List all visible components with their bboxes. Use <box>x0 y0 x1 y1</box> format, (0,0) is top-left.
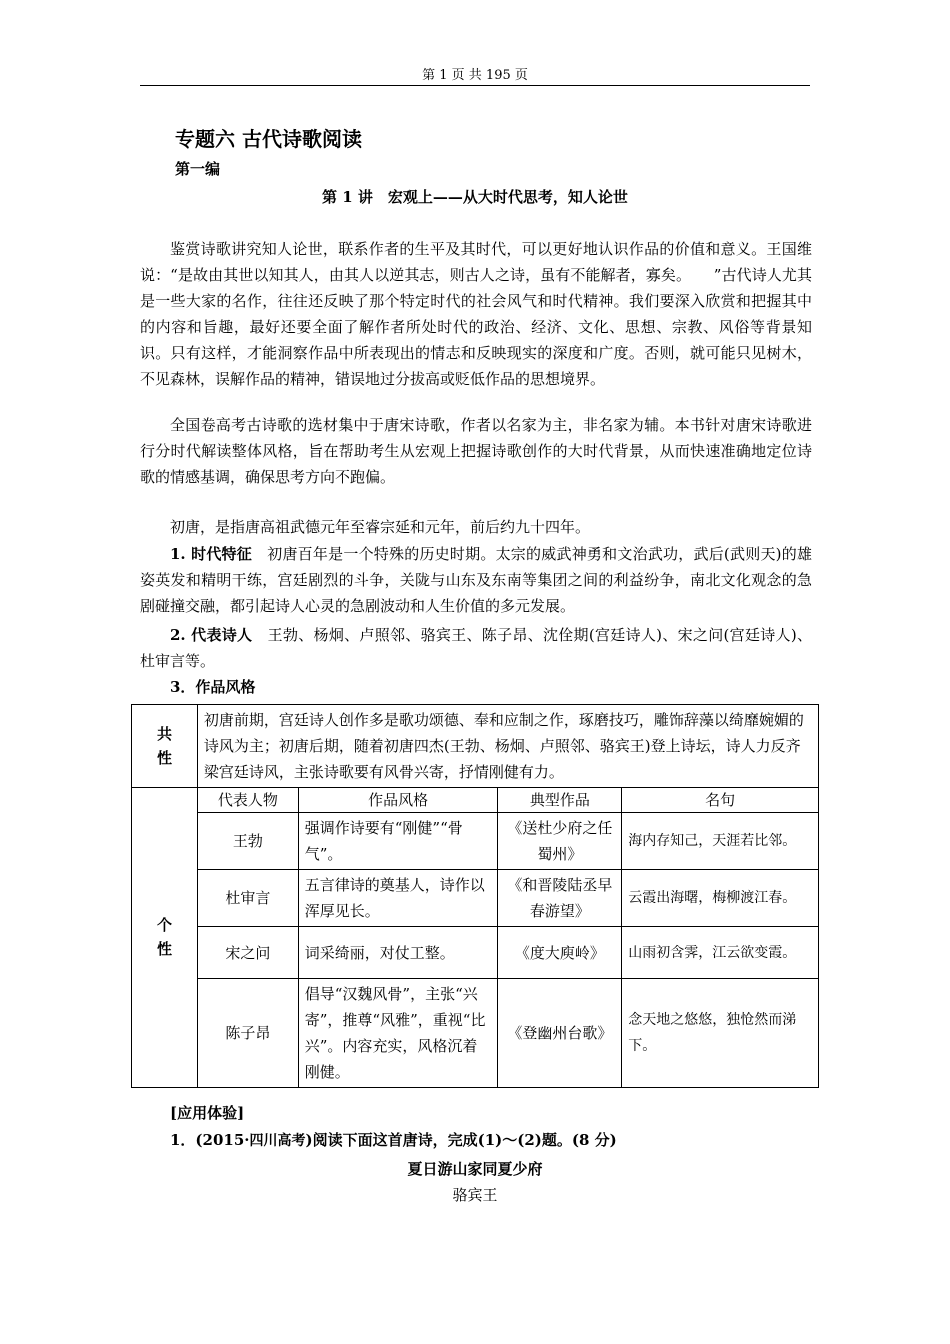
poets-paragraph <box>140 622 812 674</box>
poets-text: 王勃、杨炯、卢照邻、骆宾王、陈子昂、沈佺期(宫廷诗人)、宋之问(宫廷诗人)、杜审言等。 <box>140 626 812 670</box>
part-heading: 第一编 <box>175 160 221 178</box>
page-indicator: 第 1 页 共 195 页 <box>422 68 528 83</box>
era-feature-text: 初唐百年是一个特殊的历史时期。太宗的威武神勇和文治武功，武后(武则天)的雄姿英发和精明干练，宫廷剧烈的斗争，关陇与山东及东南等集团之间的利益纷争，南北文化观念的急剧碰撞交融，都引起诗人心灵的急剧波动和人生价值的多元发展。 <box>140 545 812 615</box>
individual-label: 个性 <box>132 788 198 1088</box>
work-cell: 《度大庾岭》 <box>498 927 622 979</box>
style-heading: 3．作品风格 <box>170 678 256 696</box>
table-row <box>132 870 819 927</box>
style-cell: 倡导“汉魏风骨”，主张“兴寄”，推尊“风雅”，重视“比兴”。内容充实，风格沉着刚健。 <box>298 979 498 1088</box>
question-source: 四川高考 <box>249 1133 306 1149</box>
style-table <box>131 704 819 1088</box>
era-feature-paragraph <box>140 541 812 619</box>
common-text: 初唐前期，宫廷诗人创作多是歌功颂德、奉和应制之作，琢磨技巧，雕饰辞藻以绮靡婉媚的诗风为主；初唐后期，随着初唐四杰(王勃、杨炯、卢照邻、骆宾王)登上诗坛，诗人力反齐梁宫廷诗风，主张诗歌要有风骨兴寄，抒情刚健有力。 <box>197 705 818 788</box>
table-row <box>132 927 819 979</box>
common-row <box>132 705 819 788</box>
line-cell: 山雨初含霁，江云欲变霞。 <box>622 927 819 979</box>
poet-cell: 王勃 <box>197 813 298 870</box>
intro-paragraph-2: 全国卷高考古诗歌的选材集中于唐宋诗歌，作者以名家为主，非名家为辅。本书针对唐宋诗歌进行分时代解读整体风格，旨在帮助考生从宏观上把握诗歌创作的大时代背景，从而快速准确地定位诗歌的情感基调，确保思考方向不跑偏。 <box>140 416 812 486</box>
poets-label: 2. 代表诗人 <box>170 626 253 644</box>
header-poet: 代表人物 <box>197 788 298 813</box>
table-header-row <box>132 788 819 813</box>
style-cell: 五言律诗的奠基人，诗作以浑厚见长。 <box>298 870 498 927</box>
table-row <box>132 813 819 870</box>
question-1: 1．(2015·四川高考)阅读下面这首唐诗，完成(1)～(2)题。(8 分) <box>170 1131 617 1149</box>
header-work: 典型作品 <box>498 788 622 813</box>
intro-paragraph-1: 鉴赏诗歌讲究知人论世，联系作者的生平及其时代，可以更好地认识作品的价值和意义。王国维说：“是故由其世以知其人，由其人以逆其志，则古人之诗，虽有不能解者，寡矣。 ”古代诗人尤其是一些大家的名作，往往还反映了那个特定时代的社会风气和时代精神。我们要深入欣赏和把握其中的内容和旨趣，最好还要全面了解作者所处时代的政治、经济、文化、思想、宗教、风俗等背景知识。只有这样，才能洞察作品中所表现出的情志和反映现实的深度和广度。否则，就可能只见树木，不见森林，误解作品的精神，错误地过分拔高或贬低作品的思想境界。 <box>140 240 812 388</box>
work-cell: 《和晋陵陆丞早春游望》 <box>498 870 622 927</box>
header-style: 作品风格 <box>298 788 498 813</box>
poet-cell: 宋之问 <box>197 927 298 979</box>
header-divider <box>140 85 810 86</box>
line-cell: 海内存知己，天涯若比邻。 <box>622 813 819 870</box>
style-cell: 强调作诗要有“刚健”“骨气”。 <box>298 813 498 870</box>
style-cell: 词采绮丽，对仗工整。 <box>298 927 498 979</box>
lecture-heading: 第 1 讲 宏观上——从大时代思考，知人论世 <box>322 188 628 206</box>
poem-title: 夏日游山家同夏少府 <box>407 1160 543 1178</box>
poem-author: 骆宾王 <box>452 1186 498 1204</box>
poet-cell: 陈子昂 <box>197 979 298 1088</box>
line-cell: 云霞出海曙，梅柳渡江春。 <box>622 870 819 927</box>
poet-cell: 杜审言 <box>197 870 298 927</box>
line-cell: 念天地之悠悠，独怆然而涕下。 <box>622 979 819 1088</box>
work-cell: 《登幽州台歌》 <box>498 979 622 1088</box>
era-feature-label: 1. 时代特征 <box>170 545 252 563</box>
table-row <box>132 979 819 1088</box>
practice-heading: [应用体验] <box>170 1104 245 1122</box>
early-tang-definition: 初唐，是指唐高祖武德元年至睿宗延和元年，前后约九十四年。 <box>170 518 591 536</box>
doc-title: 专题六 古代诗歌阅读 <box>175 127 362 151</box>
common-label: 共性 <box>132 705 198 788</box>
work-cell: 《送杜少府之任蜀州》 <box>498 813 622 870</box>
header-line: 名句 <box>622 788 819 813</box>
